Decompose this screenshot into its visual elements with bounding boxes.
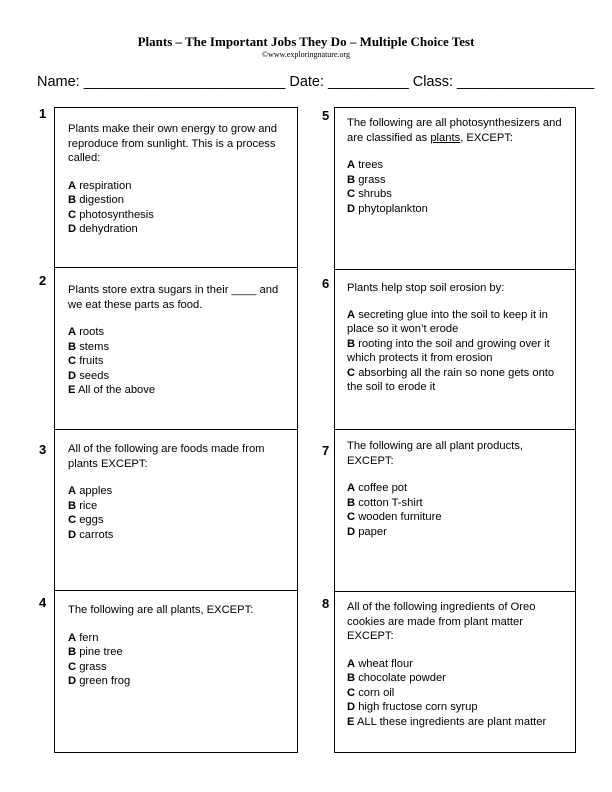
answer-option[interactable]: D paper [347, 525, 387, 538]
answer-option[interactable]: C wooden furniture [347, 511, 442, 523]
question-number: 3 [39, 442, 47, 457]
question-box-8 [334, 591, 576, 753]
question-box-7 [334, 429, 576, 592]
answer-option[interactable]: A secreting glue into the soil to keep it in place so it won’t erode [347, 308, 548, 335]
answer-option[interactable]: A trees [347, 159, 384, 171]
answer-option[interactable]: A apples [68, 485, 113, 497]
question-prompt: All of the following are foods made from plants EXCEPT: [68, 443, 265, 470]
question-number: 5 [322, 108, 330, 123]
question-prompt: All of the following ingredients of Oreo cookies are made from plant matter EXCEPT: [347, 601, 536, 642]
answer-option[interactable]: A respiration [68, 179, 132, 192]
question-prompt: Plants store extra sugars in their ____ and we eat these parts as food. [68, 284, 279, 311]
answer-option[interactable]: B stems [68, 340, 110, 353]
question-number: 6 [322, 276, 330, 291]
answer-option[interactable]: A fern [68, 631, 99, 644]
answer-option[interactable]: C fruits [68, 355, 104, 367]
question-number: 1 [39, 106, 47, 121]
answer-option[interactable]: C corn oil [347, 686, 395, 699]
answer-option[interactable]: A wheat flour [347, 657, 413, 670]
question-number: 8 [322, 596, 330, 611]
question-box-3 [54, 429, 298, 591]
question-prompt: The following are all plants, EXCEPT: [68, 604, 254, 616]
answer-option[interactable]: B rooting into the soil and growing over it which protects it from erosion [347, 337, 550, 364]
copyright-line: ©www.exploringnature.org [261, 50, 351, 59]
answer-option[interactable]: E ALL these ingredients are plant matter [347, 715, 547, 728]
question-box-1 [54, 107, 298, 268]
answer-option[interactable]: D phytoplankton [347, 202, 428, 215]
answer-option[interactable]: B cotton T-shirt [347, 496, 423, 509]
answer-option[interactable]: A coffee pot [347, 482, 408, 494]
page-title: Plants – The Important Jobs They Do – Multiple Choice Test [137, 34, 475, 49]
question-number: 7 [322, 443, 330, 458]
question-prompt: The following are all photosynthesizers and are classified as plants, EXCEPT: [347, 117, 562, 144]
answer-option[interactable]: B rice [68, 499, 98, 512]
answer-option[interactable]: E All of the above [68, 384, 156, 396]
question-number: 2 [39, 273, 47, 288]
answer-option[interactable]: C eggs [68, 514, 104, 526]
question-prompt: Plants help stop soil erosion by: [347, 282, 505, 294]
answer-option[interactable]: B digestion [68, 194, 124, 206]
answer-option[interactable]: B pine tree [68, 646, 123, 658]
question-box-6 [334, 269, 576, 430]
question-box-5 [334, 107, 576, 270]
answer-option[interactable]: D high fructose corn syrup [347, 701, 478, 713]
question-prompt: Plants make their own energy to grow and reproduce from sunlight. This is a process called: [68, 123, 277, 164]
question-box-4 [54, 590, 298, 753]
question-box-2 [54, 267, 298, 430]
answer-option[interactable]: C grass [68, 660, 107, 673]
question-prompt: The following are all plant products, EXCEPT: [347, 440, 523, 467]
answer-option[interactable]: B grass [347, 173, 386, 186]
answer-option[interactable]: B chocolate powder [347, 672, 446, 684]
answer-option[interactable]: D dehydration [68, 223, 138, 235]
answer-option[interactable]: D green frog [68, 675, 131, 687]
answer-option[interactable]: D seeds [68, 369, 110, 382]
answer-option[interactable]: C photosynthesis [68, 208, 154, 221]
answer-option[interactable]: D carrots [68, 528, 114, 541]
answer-option[interactable]: C absorbing all the rain so none gets onto the soil to erode it [347, 366, 555, 393]
question-number: 4 [39, 595, 47, 610]
student-info-line[interactable]: Name: _________________________ Date: __________ Class: _________________ [37, 74, 595, 90]
answer-option[interactable]: A roots [68, 326, 105, 338]
answer-option[interactable]: C shrubs [347, 188, 392, 200]
underlined-word: plants [430, 131, 461, 144]
